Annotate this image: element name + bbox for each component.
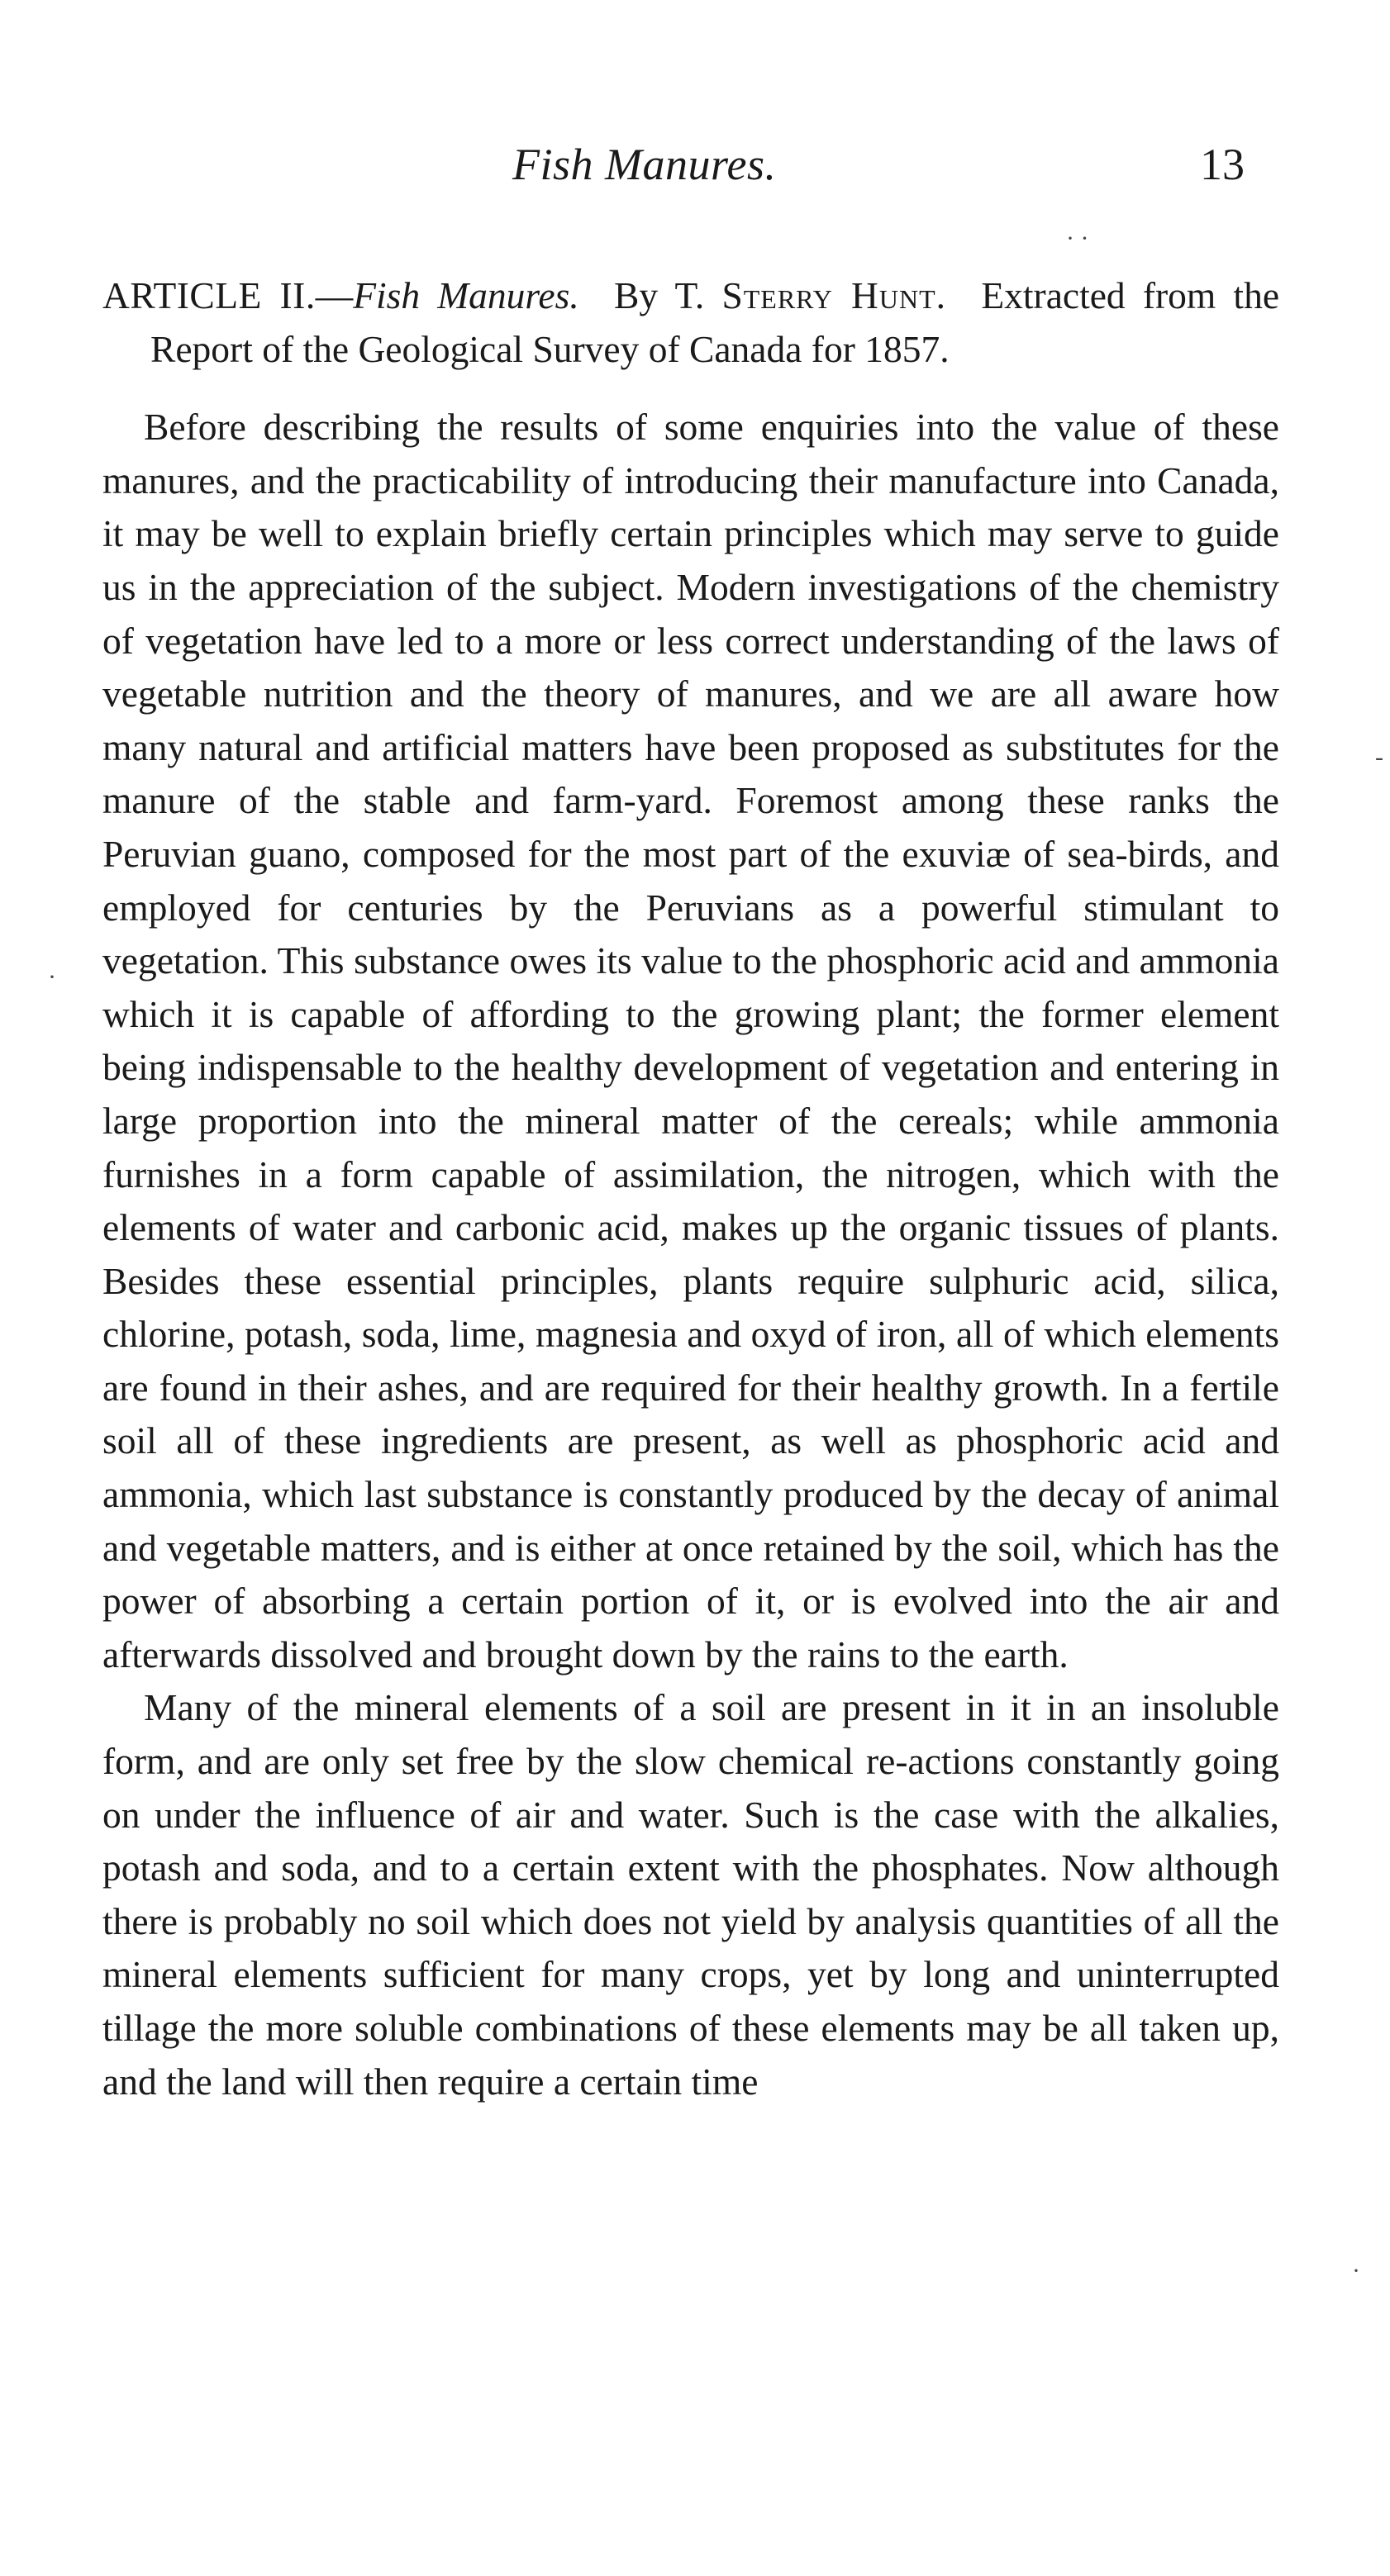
paragraph-1: Before describing the results of some enquiries into the value of these manures, and the practicability of introducing their manufacture into Canada, it may be well to explain briefly certain principles which may serve to guide us in the appreciation of the subject. Modern investigations of the chemistry of vegetation have led to a more or less correct understanding of the laws of vegetable nutrition and the theory of manures, and we are all aware how many natural and artificial matters have been proposed as substitutes for the manure of the stable and farm-yard. Foremost among these ranks the Peruvian guano, composed for the most part of the exuviæ of sea-birds, and employed for centuries by the Peruvians as a powerful stimulant to vegetation. This substance owes its value to the phosphoric acid and ammonia which it is capable of affording to the growing plant; the former element being indispensable to the healthy development of vegetation and entering in large proportion into the mineral matter of the cereals; while ammonia furnishes in a form capable of assimilation, the nitrogen, which with the elements of water and carbonic acid, makes up the organic tissues of plants. Besides these essential principles, plants require sulphuric acid, silica, chlorine, potash, soda, lime, magnesia and oxyd of iron, all of which elements are found in their ashes, and are required for their healthy growth. In a fertile soil all of these ingredients are present, as well as phosphoric acid and ammonia, which last substance is constantly produced by the decay of animal and vegetable matters, and is either at once retained by the soil, which has the power of absorbing a certain portion of it, or is evolved into the air and afterwards dissolved and brought down by the rains to the earth. (102, 406, 1279, 1675)
article-by: By T. (614, 274, 705, 316)
page-number: 13 (1200, 140, 1245, 189)
article-source: Extracted from the Report of the Geological Survey of Canada for 1857. (150, 274, 1280, 370)
article-heading (102, 269, 1279, 376)
running-head-title: Fish Manures. (512, 140, 777, 189)
article-author: Sterry Hunt. (721, 274, 947, 316)
article-label: ARTICLE II. (102, 274, 316, 316)
running-head (0, 139, 1390, 205)
print-speck: · (1352, 2257, 1360, 2284)
print-speck: · · (1066, 225, 1089, 252)
print-speck: - (1375, 744, 1383, 771)
article-title: Fish Manures. (353, 274, 579, 316)
print-speck: · (48, 963, 56, 991)
paragraph-2: Many of the mineral elements of a soil are present in it in an insoluble form, and are only set free by the slow chemical re-actions constantly going on under the influence of air and water. Such is the case with the alkalies, potash and soda, and to a certain extent with the phosphates. Now although there is probably no soil which does not yield by analysis quantities of all the mineral elements sufficient for many crops, yet by long and uninterrupted tillage the more soluble combinations of these elements may be all taken up, and the land will then require a certain time (102, 1686, 1279, 2103)
article-dash: — (315, 274, 354, 316)
article-body (102, 269, 1279, 2108)
